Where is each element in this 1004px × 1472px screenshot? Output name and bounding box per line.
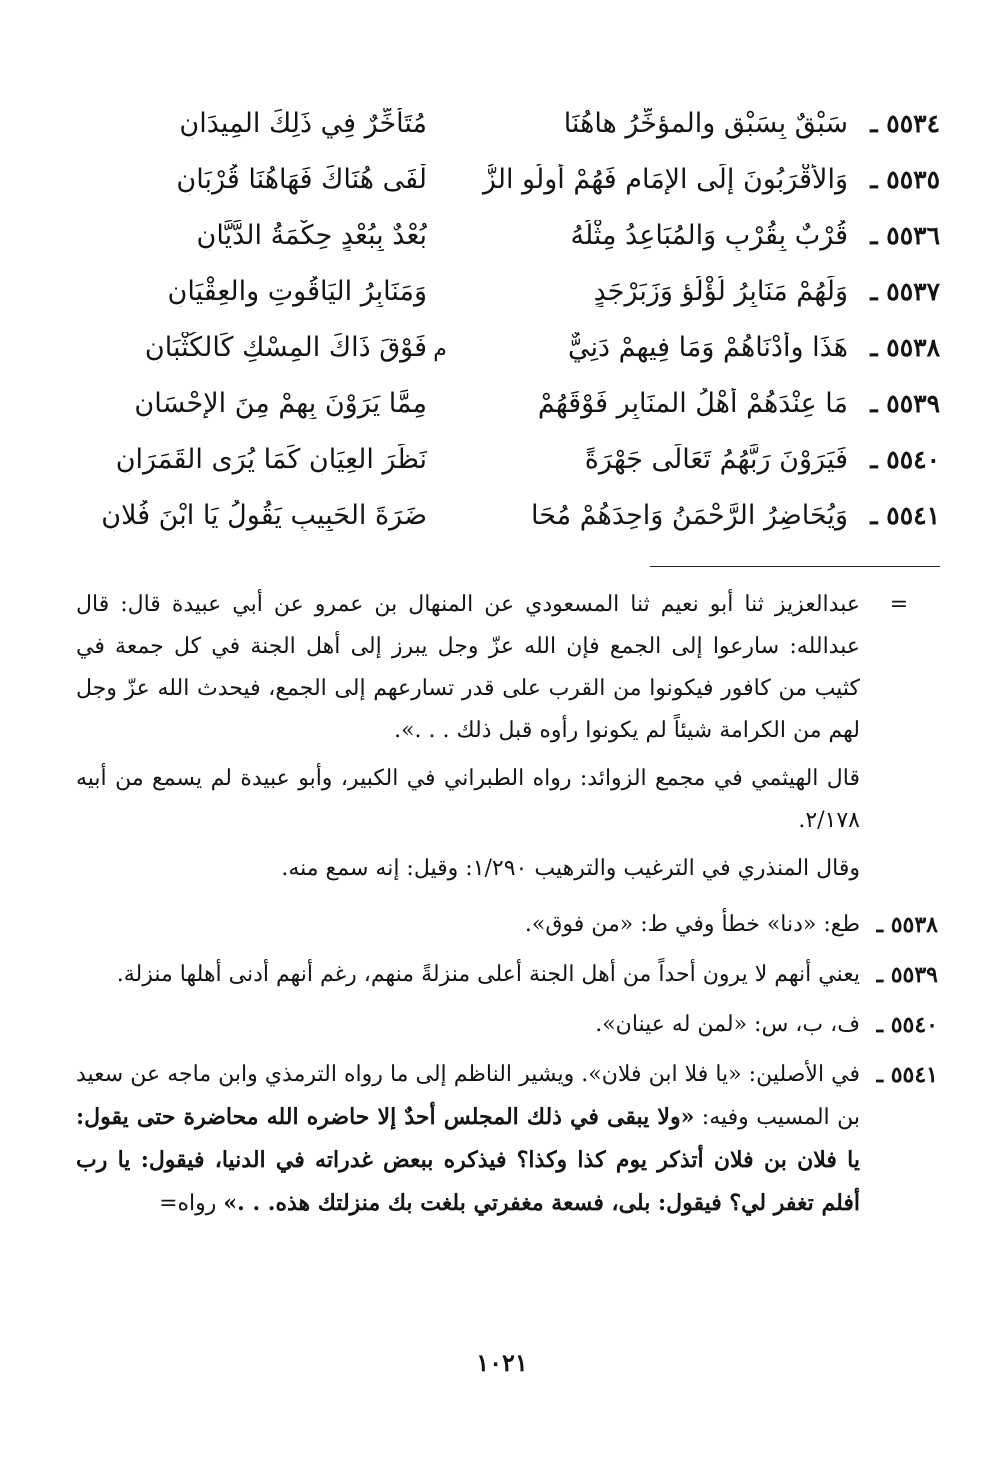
footnote-continuation (76, 584, 938, 896)
verse-number: ٥٥٣٧ ـ (870, 277, 940, 306)
footnote-5539 (76, 954, 938, 996)
footnote-paragraph: قال الهيثمي في مجمع الزوائد: رواه الطبراني في الكبير، وأبو عبيدة لم يسمع من أبيه ٢/١٧٨. (76, 766, 860, 833)
verse-first-hemistich: وَيُحَاضِرُ الرَّحْمَنُ وَاحِدَهُمْ مُحَا (531, 500, 848, 531)
verse-row (70, 500, 940, 556)
verse-row (70, 220, 940, 276)
verse-second-hemistich: فَوْقَ ذَاكَ المِسْكِ كَالكُثْبَانِ (144, 332, 427, 363)
verse-list (70, 108, 940, 556)
footnotes (76, 584, 938, 1233)
verse-second-hemistich: مِمَّا يَرَوْنَ بِهِمْ مِنَ الإحْسَانِ (134, 388, 427, 419)
verse-first-hemistich: سَبْقٌ بِسَبْقٍ والمؤخِّرُ هاهُنَا (563, 108, 848, 139)
footnote-paragraph: وقال المنذري في الترغيب والترهيب ١/٢٩٠: وقيل: إنه سمع منه. (281, 856, 860, 881)
verse-second-hemistich: وَمَنَابِرُ اليَاقُوتِ والعِقْيَانِ (167, 276, 427, 307)
verse-second-hemistich: نَظَرَ العِيَانِ كَمَا يُرَى القَمَرَانِ (115, 444, 427, 475)
verse-first-hemistich: وَالأقْرَبُونَ إلَى الإمَامِ فَهُمْ أولُو الزُّ (482, 164, 848, 195)
footnote-text: طع: «دنا» خطأ وفي ط: «من فوق». (524, 912, 860, 937)
footnote-paragraph: عبدالعزيز ثنا أبو نعيم ثنا المسعودي عن المنهال بن عمرو عن أبي عبيدة قال: قال عبدالله: سارعوا إلى الجمع فإن الله عزّ وجل يبرز إلى أهل الجنة في كل جمعة في كثيب من كافور فيكونوا من القرب على قدر تسارعهم إلى الجمع، فيحدث الله عزّ وجل لهم من الكرامة شيئاً لم يكونوا رأوه قبل ذلك . . .». (76, 592, 861, 743)
verse-row (70, 444, 940, 500)
verse-first-hemistich: مَا عِنْدَهُمْ أهْلُ المنَابِرِ فَوْقَهُمْ (537, 388, 848, 419)
verse-row (70, 108, 940, 164)
verse-row (70, 276, 940, 332)
verse-row (70, 388, 940, 444)
verse-first-hemistich: فَيَرَوْنَ رَبَّهُمُ تَعَالَى جَهْرَةً (584, 444, 848, 475)
verse-number: ٥٥٣٩ ـ (870, 389, 940, 418)
footnote-number: ٥٥٣٨ ـ (876, 912, 938, 938)
verse-row (70, 164, 940, 220)
footnote-5540 (76, 1004, 938, 1046)
footnote-body (76, 584, 860, 896)
verse-marker: م (433, 337, 447, 362)
verse-second-hemistich: ضَرَةَ الحَبِيبِ يَقُولُ يَا ابْنَ فُلانِ (101, 500, 427, 531)
verse-number: ٥٥٣٤ ـ (870, 109, 940, 138)
footnote-5541 (76, 1054, 938, 1225)
footnote-text-tail: رواه= (159, 1191, 224, 1216)
page-number: ١٠٢١ (476, 1348, 528, 1377)
verse-number: ٥٥٤٠ ـ (870, 445, 940, 474)
verse-first-hemistich: هَذَا وأدْنَاهُمْ وَمَا فِيهِمْ دَنِيٌّ (568, 332, 848, 363)
footnote-number: ٥٥٣٩ ـ (876, 962, 938, 988)
continuation-marker: = (889, 592, 909, 617)
footnote-5538 (76, 904, 938, 946)
verse-second-hemistich: مُتَأخِّرٌ فِي ذَلِكَ المِيدَانِ (179, 108, 427, 139)
verse-first-hemistich: وَلَهُمْ مَنَابِرُ لُؤْلُؤٍ وَزَبَرْجَدٍ (593, 276, 848, 307)
footnote-text (76, 1054, 860, 1225)
verse-second-hemistich: بُعْدٌ بِبُعْدٍ حِكْمَةُ الدَّيَّانِ (196, 220, 427, 251)
footnote-text: يعني أنهم لا يرون أحداً من أهل الجنة أعلى منزلةً منهم، رغم أنهم أدنى أهلها منزلة. (116, 962, 860, 987)
verse-number: ٥٥٣٦ ـ (870, 221, 940, 250)
verse-row (70, 332, 940, 388)
verse-first-hemistich: قُرْبٌ بِقُرْبٍ وَالمُبَاعِدُ مِثْلُهُ (570, 220, 848, 251)
footnote-text-intro: في الأصلين: «يا فلا ابن فلان». ويشير الناظم إلى ما رواه الترمذي وابن ماجه عن سعيد بن المسيب وفيه: (76, 1062, 860, 1130)
footnote-divider (650, 566, 940, 567)
footnote-number: ٥٥٤٠ ـ (876, 1012, 938, 1038)
footnote-number: ٥٥٤١ ـ (876, 1062, 938, 1088)
hadith-quote: «ولا يبقى في ذلك المجلس أحدٌ إلا حاضره الله محاضرة حتى يقول: يا فلان بن فلان أتذكر يوم كذا وكذا؟ فيذكره ببعض غدراته في الدنيا، فيقول: يا رب أفلم تغفر لي؟ فيقول: بلى، فسعة مغفرتي بلغت بك منزلتك هذه. . .» (76, 1104, 860, 1216)
verse-second-hemistich: لْفَى هُنَاكَ فَهَاهُنَا قُرْبَانِ (176, 164, 427, 195)
verse-number: ٥٥٤١ ـ (870, 501, 940, 530)
verse-number: ٥٥٣٥ ـ (870, 165, 940, 194)
verse-number: ٥٥٣٨ ـ (870, 333, 940, 362)
footnote-text: ف، ب، س: «لمن له عينان». (595, 1012, 860, 1037)
